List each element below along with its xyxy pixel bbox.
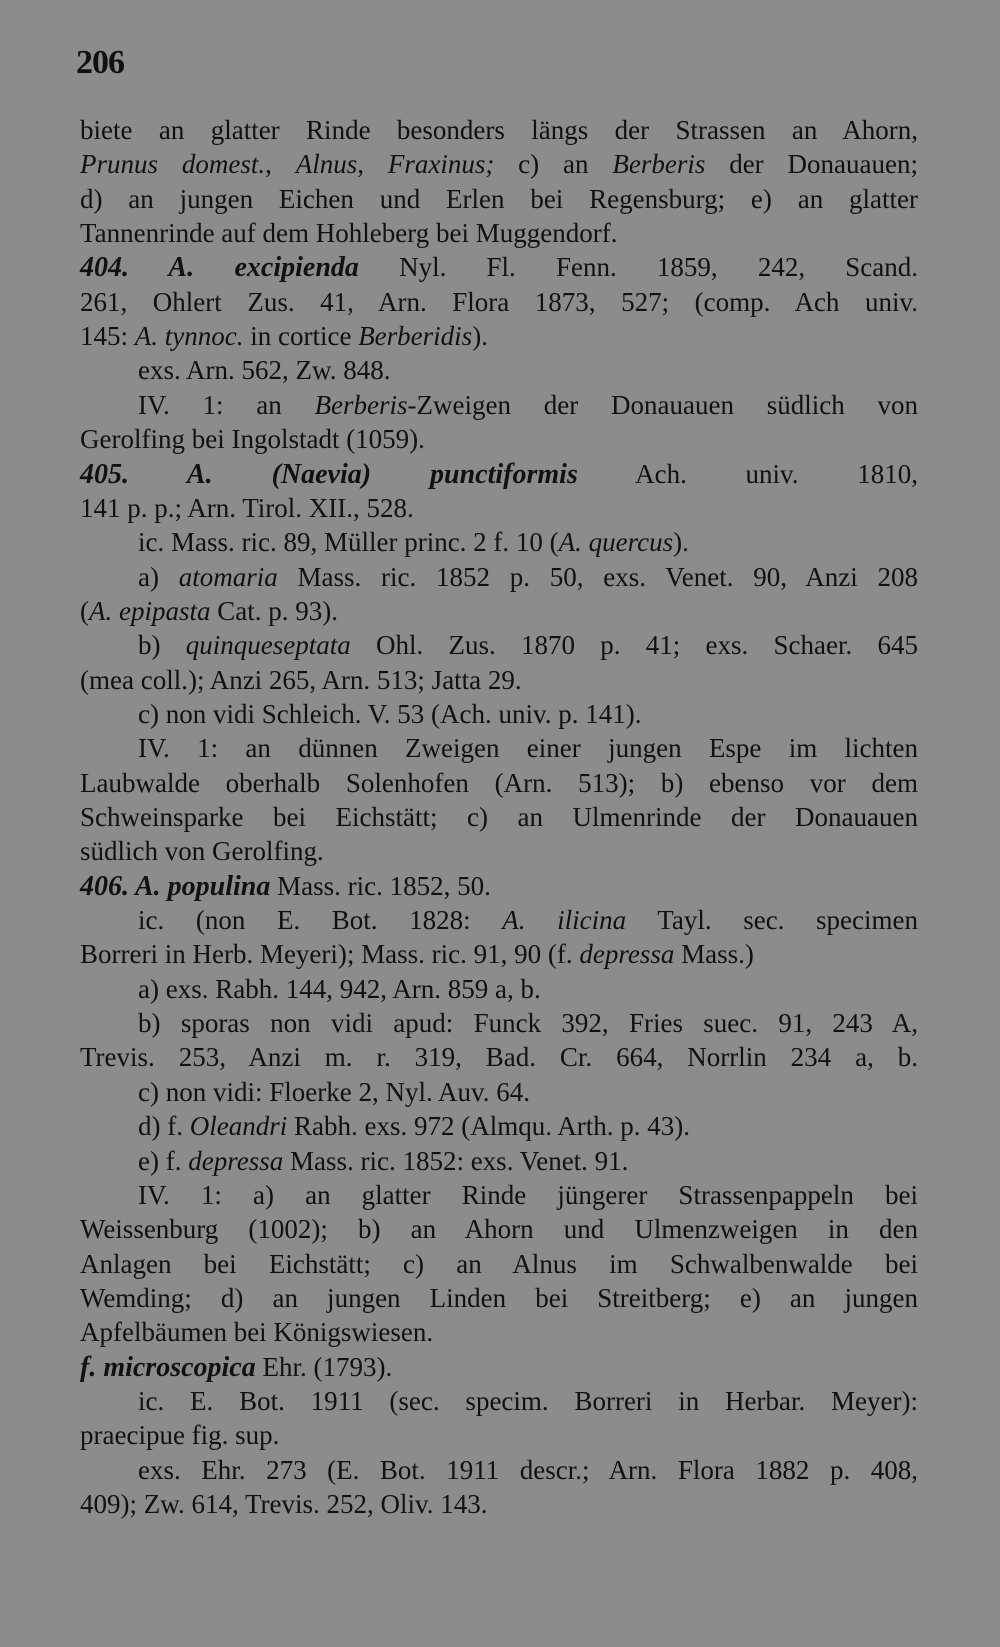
- text-segment: c) an: [494, 149, 613, 180]
- text-line: [80, 1384, 918, 1418]
- text-segment: IV. 1: a) an glatter Rinde jüngerer Strassenpappeln bei: [138, 1179, 918, 1210]
- text-segment: Ohl. Zus. 1870 p. 41; exs. Schaer. 645: [350, 630, 918, 661]
- text-line: [80, 113, 918, 147]
- text-segment: praecipue fig. sup.: [80, 1420, 280, 1451]
- text-segment: 141 p. p.; Arn. Tirol. XII., 528.: [80, 492, 414, 523]
- entry-heading: 404. A. excipienda: [80, 252, 359, 284]
- text-segment: Gerolfing bei Ingolstadt (1059).: [80, 424, 425, 455]
- text-line: [80, 869, 918, 904]
- text-segment: d) an jungen Eichen und Erlen bei Regensburg; e) an glatter: [80, 183, 918, 214]
- text-line: [80, 937, 918, 971]
- text-line: [80, 766, 918, 800]
- text-line: [80, 697, 918, 731]
- text-line: [80, 457, 918, 492]
- text-line: [80, 1109, 918, 1143]
- italic-text: Oleandri: [189, 1111, 288, 1142]
- text-line: [80, 1075, 918, 1109]
- text-segment: IV. 1: an dünnen Zweigen einer jungen Espe im lichten: [138, 733, 918, 764]
- text-segment: ic. Mass. ric. 89, Müller princ. 2 f. 10 (: [138, 527, 559, 558]
- text-segment: Mass.): [674, 939, 754, 970]
- italic-text: Fraxinus;: [387, 149, 495, 180]
- text-line: [80, 388, 918, 422]
- text-line: [80, 1487, 918, 1521]
- text-segment: der Donauauen;: [705, 149, 918, 180]
- text-segment: b) sporas non vidi apud: Funck 392, Fries suec. 91, 243 A,: [138, 1008, 918, 1039]
- text-line: [80, 731, 918, 765]
- text-line: [80, 1418, 918, 1452]
- italic-text: A. ilicina: [502, 905, 627, 936]
- text-line: [80, 319, 918, 353]
- text-line: [80, 972, 918, 1006]
- italic-text: A. epipasta: [89, 595, 211, 626]
- text-segment: Mass. ric. 1852 p. 50, exs. Venet. 90, Anzi 208: [277, 561, 918, 592]
- italic-text: quinqueseptata: [185, 630, 351, 661]
- text-segment: (: [80, 595, 89, 626]
- text-segment: Borreri in Herb. Meyeri); Mass. ric. 91, 90 (f.: [80, 939, 580, 970]
- text-segment: a) exs. Rabh. 144, 942, Arn. 859 a, b.: [138, 973, 541, 1004]
- text-segment: in cortice: [243, 321, 359, 352]
- text-segment: Ach. univ. 1810,: [577, 458, 918, 489]
- entry-heading: f. microscopica: [80, 1351, 256, 1383]
- text-segment: 409); Zw. 614, Trevis. 252, Oliv. 143.: [80, 1489, 488, 1519]
- text-segment: -Zweigen der Donauauen südlich von: [407, 389, 918, 420]
- text-segment: 145:: [80, 321, 135, 352]
- text-segment: Laubwalde oberhalb Solenhofen (Arn. 513); b) ebenso vor dem: [80, 767, 918, 798]
- text-segment: Tannenrinde auf dem Hohleberg bei Muggendorf.: [80, 218, 618, 249]
- text-line: [80, 1212, 918, 1246]
- text-segment: Mass. ric. 1852, 50.: [270, 870, 491, 901]
- text-line: [80, 1178, 918, 1212]
- italic-text: Berberis: [612, 149, 706, 180]
- text-segment: a): [138, 561, 179, 592]
- text-line: [80, 903, 918, 937]
- italic-text: A. tynnoc.: [134, 321, 244, 352]
- text-line: [80, 1281, 918, 1315]
- page-number: 206: [76, 44, 124, 81]
- text-segment: Trevis. 253, Anzi m. r. 319, Bad. Cr. 664, Norrlin 234 a, b.: [80, 1042, 918, 1073]
- text-segment: Tayl. sec. specimen: [626, 905, 918, 936]
- text-line: [80, 1453, 918, 1487]
- text-segment: e) f.: [138, 1145, 189, 1176]
- text-segment: exs. Arn. 562, Zw. 848.: [138, 355, 391, 386]
- text-segment: Weissenburg (1002); b) an Ahorn und Ulmenzweigen in den: [80, 1214, 918, 1245]
- text-segment: c) non vidi Schleich. V. 53 (Ach. univ. p. 141).: [138, 698, 642, 729]
- text-segment: ).: [472, 321, 488, 352]
- text-line: [80, 594, 918, 628]
- text-line: [80, 1144, 918, 1178]
- italic-text: Berberis: [314, 389, 408, 420]
- text-line: [80, 834, 918, 868]
- text-segment: ,: [357, 149, 388, 180]
- text-line: [80, 663, 918, 697]
- text-line: [80, 1315, 918, 1349]
- italic-text: Prunus domest.: [80, 149, 266, 180]
- text-line: [80, 1350, 918, 1385]
- text-segment: biete an glatter Rinde besonders längs der Strassen an Ahorn,: [80, 115, 918, 145]
- italic-text: depressa: [579, 939, 675, 970]
- text-line: [80, 147, 918, 181]
- text-line: [80, 800, 918, 834]
- text-line: [80, 422, 918, 456]
- text-line: [80, 628, 918, 662]
- text-line: [80, 560, 918, 594]
- italic-text: Berberidis: [358, 321, 473, 352]
- text-segment: Mass. ric. 1852: exs. Venet. 91.: [283, 1145, 629, 1176]
- text-segment: südlich von Gerolfing.: [80, 836, 324, 867]
- text-segment: c) non vidi: Floerke 2, Nyl. Auv. 64.: [138, 1076, 530, 1107]
- text-line: [80, 1247, 918, 1281]
- text-segment: Wemding; d) an jungen Linden bei Streitberg; e) an jungen: [80, 1282, 918, 1313]
- text-segment: d) f.: [138, 1111, 190, 1142]
- text-segment: ic. E. Bot. 1911 (sec. specim. Borreri in Herbar. Meyer):: [138, 1385, 918, 1416]
- text-segment: Anlagen bei Eichstätt; c) an Alnus im Schwalbenwalde bei: [80, 1248, 918, 1279]
- text-segment: b): [138, 630, 186, 661]
- text-line: [80, 1040, 918, 1074]
- text-segment: Cat. p. 93).: [210, 595, 338, 626]
- text-segment: 261, Ohlert Zus. 41, Arn. Flora 1873, 527; (comp. Ach univ.: [80, 286, 918, 317]
- text-segment: exs. Ehr. 273 (E. Bot. 1911 descr.; Arn. Flora 1882 p. 408,: [138, 1454, 918, 1485]
- text-line: [80, 353, 918, 387]
- text-segment: ,: [265, 149, 296, 180]
- text-segment: Schweinsparke bei Eichstätt; c) an Ulmenrinde der Donauauen: [80, 802, 918, 832]
- text-line: [80, 525, 918, 559]
- entry-heading: 406. A. populina: [80, 870, 271, 902]
- italic-text: atomaria: [178, 561, 278, 592]
- text-segment: Rabh. exs. 972 (Almqu. Arth. p. 43).: [287, 1111, 690, 1142]
- text-line: [80, 216, 918, 250]
- text-line: [80, 1006, 918, 1040]
- text-line: [80, 491, 918, 525]
- text-segment: IV. 1: an: [138, 389, 315, 420]
- italic-text: depressa: [188, 1145, 284, 1176]
- text-segment: Apfelbäumen bei Königswiesen.: [80, 1317, 434, 1348]
- text-segment: ).: [673, 527, 689, 558]
- text-line: [80, 182, 918, 216]
- text-segment: (mea coll.); Anzi 265, Arn. 513; Jatta 29.: [80, 664, 522, 695]
- italic-text: A. quercus: [558, 527, 674, 558]
- italic-text: Alnus: [295, 149, 358, 180]
- text-segment: Ehr. (1793).: [255, 1351, 393, 1382]
- text-segment: ic. (non E. Bot. 1828:: [138, 905, 503, 936]
- text-line: [80, 250, 918, 285]
- text-segment: Nyl. Fl. Fenn. 1859, 242, Scand.: [358, 252, 918, 283]
- entry-heading: 405. A. (Naevia) punctiformis: [80, 458, 578, 490]
- text-line: [80, 285, 918, 319]
